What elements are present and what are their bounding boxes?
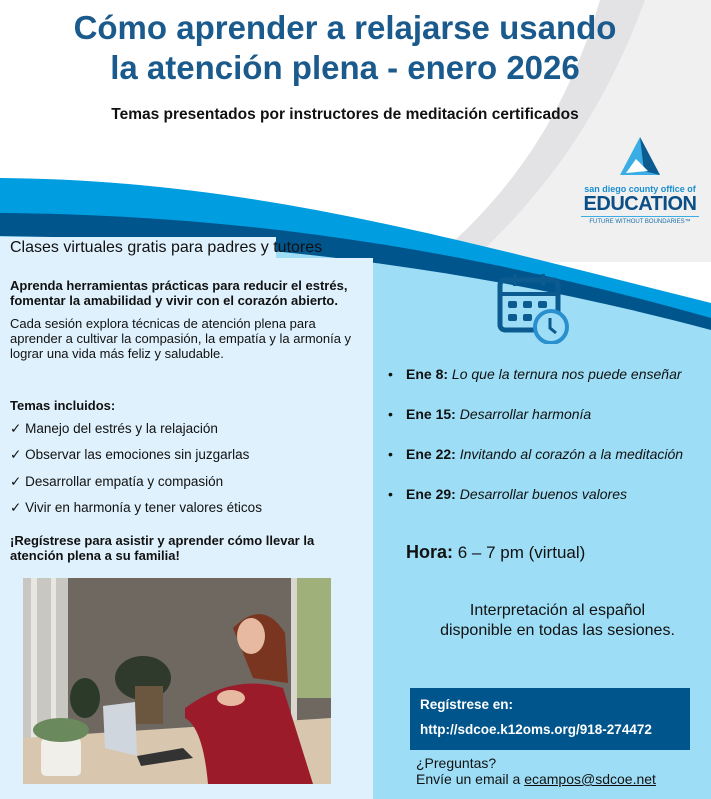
session-date: Ene 8: bbox=[406, 366, 449, 382]
intro-bold-1: Aprenda herramientas prácticas para reducir el estrés, bbox=[10, 278, 348, 293]
intro-1: Cada sesión explora técnicas de atención plena para bbox=[10, 316, 316, 331]
time-info bbox=[406, 542, 585, 563]
intro-2: aprender a cultivar la compasión, la empatía y la armonía y bbox=[10, 331, 352, 346]
time-label: Hora: bbox=[406, 542, 454, 562]
cta-line-1: ¡Regístrese para asistir y aprender cómo llevar la bbox=[10, 533, 315, 548]
session-date: Ene 15: bbox=[406, 406, 456, 422]
register-box bbox=[410, 688, 690, 750]
logo-education: EDUCATION bbox=[583, 193, 697, 215]
topic-label: Vivir en harmonía y tener valores éticos bbox=[25, 500, 262, 515]
register-label: Regístrese en: bbox=[420, 697, 514, 712]
topic-item bbox=[10, 447, 249, 463]
session-topic: Lo que la ternura nos puede enseñar bbox=[451, 366, 682, 382]
interp-line-1: Interpretación al español bbox=[469, 602, 646, 619]
session-topic: Invitando al corazón a la meditación bbox=[459, 446, 684, 462]
title-line-1: Cómo aprender a relajarse usando bbox=[73, 9, 617, 46]
check-icon: ✓ bbox=[10, 421, 22, 436]
cta-line-2: atención plena a su familia! bbox=[10, 548, 180, 563]
bullet-icon: • bbox=[388, 446, 393, 462]
interp-line-2: disponible en todas las sesiones. bbox=[440, 622, 675, 639]
bullet-icon: • bbox=[388, 486, 393, 502]
intro-3: lograr una vida más feliz y saludable. bbox=[10, 346, 224, 361]
topic-item bbox=[10, 500, 262, 516]
topic-item bbox=[10, 421, 218, 437]
topics-heading: Temas incluidos: bbox=[10, 398, 116, 413]
left-heading: Clases virtuales gratis para padres y tutores bbox=[10, 239, 323, 256]
session-item bbox=[388, 406, 591, 422]
session-topic: Desarrollar buenos valores bbox=[459, 486, 628, 502]
logo-triangle-icon bbox=[618, 135, 662, 177]
session-date: Ene 29: bbox=[406, 486, 456, 502]
check-icon: ✓ bbox=[10, 500, 22, 515]
subtitle: Temas presentados por instructores de meditación certificados bbox=[111, 106, 579, 123]
bullet-icon: • bbox=[388, 406, 393, 422]
meditation-photo bbox=[23, 578, 331, 784]
title-line-2: la atención plena - enero 2026 bbox=[110, 49, 580, 86]
session-item bbox=[388, 486, 627, 502]
email-prefix: Envíe un email a bbox=[416, 771, 521, 787]
questions bbox=[416, 755, 656, 787]
session-item bbox=[388, 366, 682, 382]
check-icon: ✓ bbox=[10, 474, 22, 489]
questions-label: ¿Preguntas? bbox=[416, 755, 497, 771]
time-value: 6 – 7 pm (virtual) bbox=[457, 543, 586, 562]
session-item bbox=[388, 446, 683, 462]
logo-tagline: FUTURE WITHOUT BOUNDARIES™ bbox=[581, 216, 699, 225]
sdcoe-logo bbox=[575, 135, 705, 225]
session-date: Ene 22: bbox=[406, 446, 456, 462]
topic-label: Desarrollar empatía y compasión bbox=[25, 474, 224, 489]
register-link[interactable]: http://sdcoe.k12oms.org/918-274472 bbox=[420, 722, 652, 737]
logo-line1: san diego county office of bbox=[584, 184, 696, 194]
topic-item bbox=[10, 474, 223, 490]
bullet-icon: • bbox=[388, 366, 393, 382]
interpretation-note bbox=[400, 601, 711, 641]
topic-label: Manejo del estrés y la relajación bbox=[25, 421, 218, 436]
check-icon: ✓ bbox=[10, 447, 22, 462]
email-link[interactable]: ecampos@sdcoe.net bbox=[524, 771, 656, 787]
session-topic: Desarrollar harmonía bbox=[459, 406, 592, 422]
intro-bold-2: fomentar la amabilidad y vivir con el corazón abierto. bbox=[10, 293, 338, 308]
topic-label: Observar las emociones sin juzgarlas bbox=[25, 447, 250, 462]
calendar-clock-icon bbox=[497, 272, 577, 344]
